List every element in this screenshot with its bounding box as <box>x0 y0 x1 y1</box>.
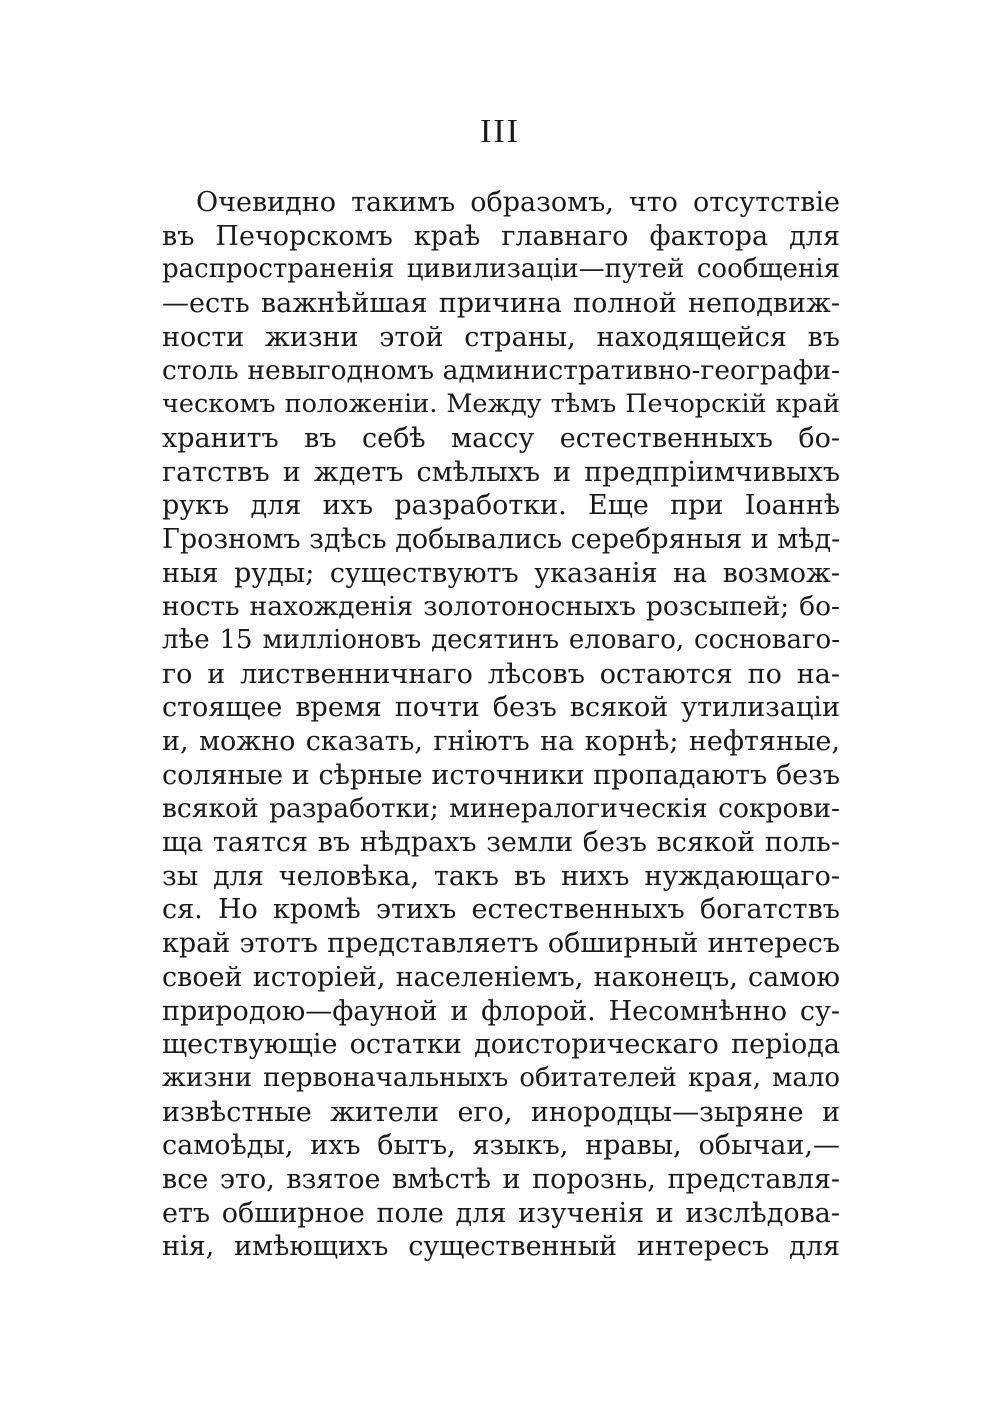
text-line: ности жизни этой страны, находящейся въ <box>162 321 840 353</box>
text-line: Очевидно такимъ образомъ, что отсутствіе <box>196 187 840 218</box>
text-line: ныя руды; существуютъ указанія на возмож- <box>162 557 840 589</box>
text-line: и, можно сказать, гніютъ на корнѣ; нефтяные, <box>162 726 840 757</box>
text-line: распространенія цивилизаціи—путей сообщенія <box>162 254 840 285</box>
text-line: ческомъ положеніи. Между тѣмъ Печорскій край <box>162 389 840 420</box>
text-line: зы для человѣка, такъ въ нихъ нуждающаго- <box>162 860 840 892</box>
text-line: столь невыгодномъ административно-географи- <box>162 355 840 387</box>
text-line: извѣстные жители его, инородцы—зыряне и <box>162 1096 840 1128</box>
text-line: Грозномъ здѣсь добывались серебряныя и мѣд- <box>162 523 841 555</box>
text-line: природою—фауной и флорой. Несомнѣнно су- <box>162 995 840 1027</box>
text-line: ществующіе остатки доисторическаго періода <box>162 1029 840 1061</box>
text-line: ща таятся въ нѣдрахъ земли безъ всякой поль- <box>162 827 840 859</box>
text-line: стоящее время почти безъ всякой утилизаціи <box>162 692 840 724</box>
text-line: го и лиственничнаго лѣсовъ остаются по на- <box>162 658 840 690</box>
text-line: ся. Но кромѣ этихъ естественныхъ богатствъ <box>162 894 840 926</box>
text-line: рукъ для ихъ разработки. Еще при Іоаннѣ <box>162 490 840 522</box>
text-line: жизни первоначальныхъ обитателей края, мало <box>162 1062 840 1093</box>
text-line: нія, имѣющихъ существенный интересъ для <box>162 1231 840 1263</box>
text-line: все это, взятое вмѣстѣ и порознь, представля- <box>162 1163 840 1195</box>
text-line: своей исторіей, населеніемъ, наконецъ, самою <box>162 961 840 993</box>
text-line: гатствъ и ждетъ смѣлыхъ и предпріимчивыхъ <box>162 456 840 488</box>
text-line: хранитъ въ себѣ массу естественныхъ бо- <box>162 422 840 454</box>
text-line: лѣе 15 милліоновъ десятинъ еловаго, сосноваго- <box>162 624 840 655</box>
page-number: III <box>480 113 520 150</box>
text-line: ность нахожденія золотоносныхъ розсыпей; бо- <box>162 591 840 623</box>
text-line: соляные и сѣрные источники пропадаютъ безъ <box>162 759 840 791</box>
text-line: —есть важнѣйшая причина полной неподвиж- <box>162 288 840 320</box>
text-line: край этотъ представляетъ обширный интересъ <box>162 928 840 960</box>
text-line: самоѣды, ихъ бытъ, языкъ, нравы, обычаи,— <box>162 1130 840 1162</box>
text-line: въ Печорскомъ краѣ главнаго фактора для <box>162 220 840 252</box>
body-text <box>162 186 840 1264</box>
text-line: всякой разработки; минералогическія сокрови- <box>162 793 840 825</box>
text-line: етъ обширное поле для изученія и изслѣдова- <box>162 1197 840 1229</box>
